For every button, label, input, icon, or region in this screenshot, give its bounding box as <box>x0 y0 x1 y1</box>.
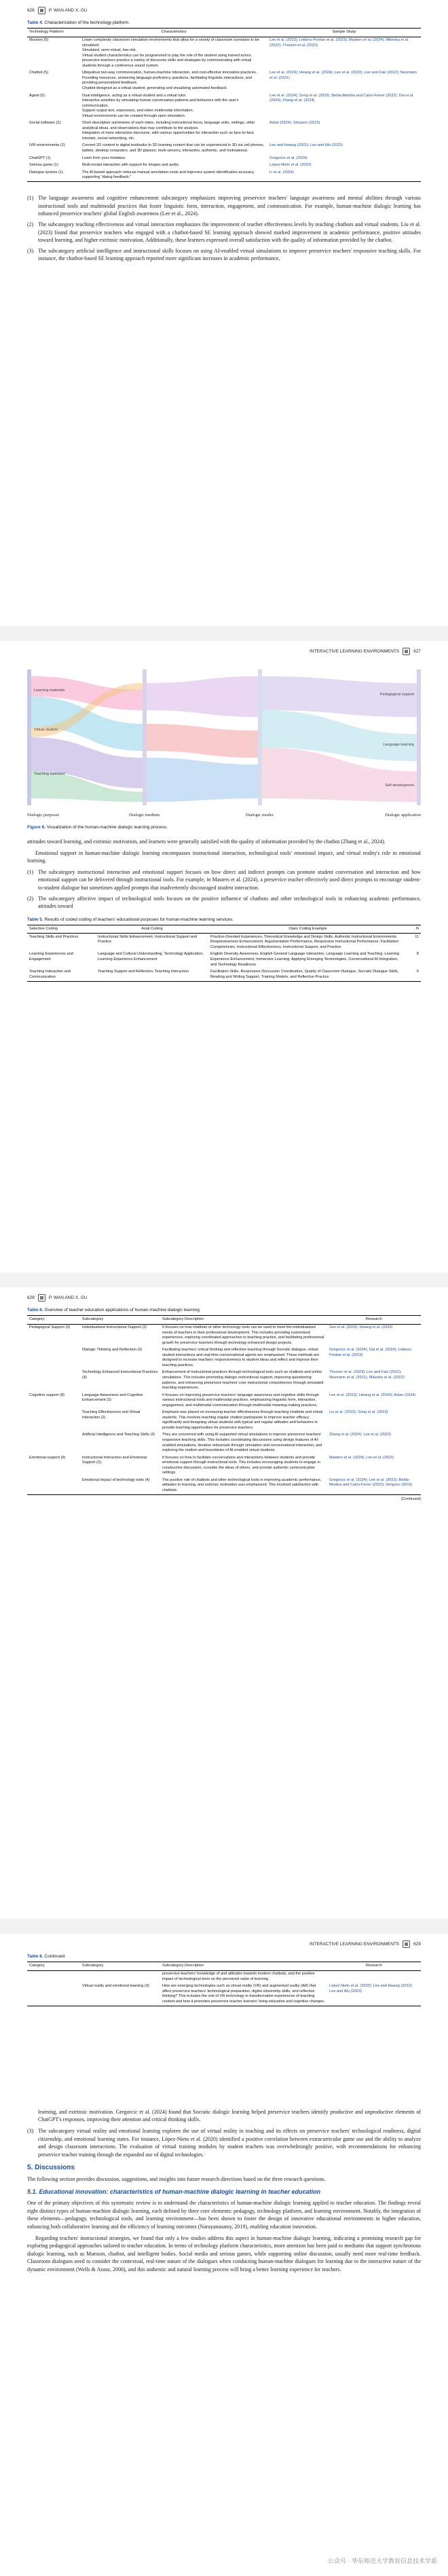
research-cell: Gregorcic et al. (2024); Dai et al. (2024); Leiberu-Ponbar et al. (2023) <box>329 1348 413 1357</box>
table-caption: Table 6. Overview of teacher education applications of human-machine dialogic learning. <box>27 1308 201 1312</box>
page-gap <box>0 1272 448 1287</box>
list-item <box>27 247 421 263</box>
description-cell: The positive role of chatbots and other technological tools in improving academic performance, attitudes to learning, and extrinsic motivation was emphasized. This involved satisfaction with chatbots. <box>160 1477 327 1494</box>
category-cell <box>27 1410 80 1432</box>
table-row <box>27 951 421 969</box>
page-627 <box>0 641 448 1272</box>
journal-name: INTERACTIVE LEARNING ENVIRONMENTS <box>309 1941 400 1947</box>
paragraph: Regarding teachers' instructional strategies, we found that only a few studies address this aspect in human-machine dialogic learning, indicating a promising research gap for exploring pedagogical approaches tailored to teacher education. In terms of technology platform characteristics, more attention has been paid to mediums that support synchronous dialogic learning, such as Mursion, chatbot, and intelligent bodies. Social media and serious games, while supporting online discussion, usually need more real-time feedback. Classroom dialogues need to consider the contextual, real-time nature of the dialogues when conducting human-machine dialogues for learning due to the interactive nature of the dynamic environment (Wells & Arauz, 2006), and this authentic and natural learning process will bring a better learning experience for teachers. <box>27 2234 421 2273</box>
list-number: (2) <box>27 221 34 227</box>
sankey-left-label: Virtual student <box>34 728 58 732</box>
category-cell <box>27 1477 80 1494</box>
category-cell: Cognitive support (8) <box>29 1393 64 1397</box>
subcategory-cell: Emotional impact of technology tools (4) <box>80 1477 160 1494</box>
column-header: Selective Coding <box>27 925 96 934</box>
subcategory-cell: Individualized Instructional Support (2) <box>82 1325 147 1330</box>
research-cell <box>327 1970 421 1983</box>
journal-logo-icon <box>403 1940 410 1948</box>
sankey-right-label: Self-development <box>385 784 414 788</box>
table-row <box>27 1477 421 1494</box>
characteristics-cell: Ubiquitous two-way communication, human-machine interaction, and cost-effective innovative practices. Providing resources, answering language proficiency questions, facilitating linguistic interactions, and providing personalized feedback. Chatbot designed as a virtual student, generating and visualizing automated feedback. <box>82 71 257 90</box>
sankey-right-label: Language learning <box>383 743 414 747</box>
journal-logo-icon <box>38 1294 45 1302</box>
column-header: Subcategory <box>80 1316 160 1325</box>
open-coding-cell: Facilitation Skills, Responsive Discussion Coordination, Quality of Classroom Dialogue, Socratic Dialogue Skills, Reading and Writing Support, Training Models, and Reflective Practice <box>208 969 407 982</box>
axis-label: Dialogic modes <box>246 813 274 817</box>
characteristics-cell: Convert 2D content in digital textbooks to 3D learning content that can be experienced in 3D via cell phones, tablets, desktop computers, and 3D glasses; multi-sensory, interactive, authentic, and motivational. <box>82 143 265 153</box>
page-number: 626 <box>27 7 35 13</box>
table-row <box>27 1410 421 1432</box>
description-cell: It focuses on improving preservice teachers' language awareness and cognitive skills through various instructional tools and multimodal practices, emphasizing linguistic form, interaction, engagement, and multimodal communication through multimodal meaning-making practices. <box>162 1393 319 1407</box>
sankey-left-label: Learning materials <box>34 688 65 693</box>
table-row <box>27 162 421 170</box>
list-item <box>27 895 421 910</box>
table-row <box>27 1347 421 1369</box>
list-number: (1) <box>27 195 34 202</box>
study-cell: Lee et al. (2023); Leiberu-Ponbar et al. (2023); Masters et al. (2024); Mikeska et al. (2022); Thorsen et al. (2023) <box>269 38 409 48</box>
list-number: (1) <box>27 868 34 875</box>
research-cell: Liu et al. (2023); Song et al. (2023) <box>329 1410 388 1415</box>
subcategory-cell: Technology Enhanced Instructional Practices (4) <box>82 1370 158 1380</box>
subcategory-cell <box>80 1970 160 1983</box>
table-caption: Table 6. Continued. <box>27 1954 66 1959</box>
axial-coding-cell: Language and Cultural Understanding, Technology Application, Learning Experience Enhancement <box>98 952 204 961</box>
table-row <box>27 169 421 182</box>
characteristics-cell: Short descriptive summaries of each video, including instructional focus, language units, settings, other analytical ideas, and observations that may contribute to the analysis. Integration of more interactive discourse, with various opportunities for interaction such as face-to-face tutorials, social networking, etc. <box>82 121 255 141</box>
paragraph: Emotional support in human-machine dialogic learning encompasses instructional interaction, technological tools' emotional impact, and virtual reality's role in emotional learning. <box>27 849 421 864</box>
list-text: The language awareness and cognitive enhancement subcategory emphasizes improving preservice teachers' language awareness and mental abilities through various instructional tools and multimodal practices that foster linguistic form, interaction, engagement, and communication. For example, human-machine dialogic learning has enhanced preservice teachers' global English awareness (Lee et al., 2024). <box>38 195 421 217</box>
axis-label: Dialogic purposes <box>27 813 60 817</box>
category-cell: Emotional support (9) <box>29 1455 66 1460</box>
selective-coding-cell: Learning Experiences and Engagement <box>29 952 73 961</box>
table-row <box>27 37 421 70</box>
study-cell: López-Nieto et al. (2020) <box>269 163 312 168</box>
characteristics-cell: Lower complexity classroom simulation environments that allow for a variety of classroom scenarios to be simulated. Simulated, semi-virtual, low-risk. Virtual student characteristics can be programmed to play the role of the student using trained actors. preservice teachers practice a variety of discourse skills and strategies by communicating with virtual students through a conference sound system. <box>82 38 259 68</box>
study-cell: Lee et al. (2024); Song et al. (2023); Belda-Medina and Calvo-Ferrer (2022); Dai et al. (2024); Zhang et al. (2024) <box>269 93 414 103</box>
category-cell <box>27 1347 80 1369</box>
platform-cell: ChatGPT (1) <box>29 155 51 160</box>
table-row <box>27 1970 421 1983</box>
characteristics-cell: Dual intelligence, acting as a virtual student and a virtual tutor. Interactive activities by simulating human conversation patterns and behaviors with the user's communication. Support output text, expression, and video multimodal information. Virtual environments can be created through open simulation. <box>82 93 239 118</box>
axial-coding-cell: Teaching Support and Reflection, Teaching Interaction <box>96 969 208 982</box>
continued-note: (Continued) <box>400 1496 421 1501</box>
page-gap <box>0 1919 448 1934</box>
applications-table <box>27 1315 421 1495</box>
description-cell: Facilitating teachers' critical thinking and reflective teaching through Socratic dialogue, virtual student interactions and real-time conversational agents are emphasized. These methods are designed to increase teachers' responsiveness to student ideas and reflect and improve their teaching practices. <box>162 1348 320 1367</box>
platform-cell: Dialogue system (1) <box>27 169 80 182</box>
table-row <box>27 1369 421 1392</box>
subcategory-cell: Language Awareness and Cognitive Enhancement (3) <box>82 1393 143 1403</box>
description-cell: Enhancement of instructional practices through technological tools such as chatbots and online simulations. This includes promoting dialogic instructional support, improving questioning patterns, and enhancing preservice teachers' core instructional competencies through simulated teaching experiences. <box>162 1370 324 1391</box>
list-number: (3) <box>27 247 34 254</box>
characteristics-cell: Learn from your mistakes. <box>82 155 126 160</box>
platform-cell: Social software (2) <box>29 121 61 126</box>
column-header: Research <box>327 1316 421 1325</box>
characteristics-cell: The AI-based approach reduces manual annotation costs and improves system identification accuracy, supporting "dialog feedback." <box>80 169 267 182</box>
table-row <box>27 1983 421 2006</box>
column-header: Sample Study <box>267 29 421 37</box>
table-row <box>27 934 421 951</box>
subcategory-cell: Virtual reality and emotional learning (3) <box>80 1983 160 2006</box>
running-authors: P. WAN AND X. GU <box>48 7 88 13</box>
description-cell: It focuses on how chatbots or other technology tools can be used to meet the individualized needs of teachers in their professional development. This includes providing customized experiences, exploring coordinated approaches to teaching practice, and facilitating professional growth for preservice teachers through technology-enhanced design projects. <box>162 1325 324 1345</box>
flow-band <box>147 758 258 802</box>
count-cell: 11 <box>415 934 419 939</box>
description-cell: Emphasis was placed on increasing teacher effectiveness through teaching chatbots and virtual students. This involves teaching regular chatbot participants to improve teacher efficacy significantly and designing virtual students with typical and regular attitudes and behaviors to provide teaching opportunities for preservice teachers. <box>162 1410 323 1430</box>
list-text: The subcategory teaching effectiveness and virtual interaction emphasizes the improvement of teacher effectiveness levels by teaching chatbots and virtual students. Liu et al. (2023) found that preservice teachers who engaged with a chatbot-based SE learning approach showed marked improvement in academic performance, positive attitudes toward learning, and higher extrinsic motivation. Additionally, these learners expressed overall satisfaction with the quality of information provided by the chatbot. <box>38 221 421 244</box>
running-authors: P. WAN AND X. GU <box>48 1295 88 1300</box>
table-row <box>27 143 421 155</box>
research-cell: López-Nieto et al. (2020); Lee and Hwang (2022); Lee and Wu (2023) <box>327 1983 421 2006</box>
column-header: N <box>407 925 421 934</box>
column-header: Axial Coding <box>96 925 208 934</box>
page-number: 629 <box>413 1941 421 1947</box>
page-number: 627 <box>413 648 421 654</box>
research-cell: Zhang et al. (2024); Lee et al. (2023) <box>329 1433 392 1437</box>
application-node-bar <box>417 669 421 805</box>
paragraph: One of the primary objectives of this systematic review is to understand the characteristics of human-machine dialogic learning applied to teacher education. The findings reveal eight distinct types of human-machine dialogic learning, each defined by three core elements: pedagogy, technology platform, and learning environment. Notably, the integration of these elements—pedagogy, technological tools, and learning environment—has been shown to foster the design of innovative educational environments in higher education, enhancing both collaborative learning and the efficiency of learning outcomes (Narayanasamy, 2019), enabling education innovation. <box>27 2200 421 2230</box>
flow-band <box>147 676 258 717</box>
platform-cell: Mursion (5) <box>29 38 49 43</box>
list-item <box>27 194 421 218</box>
page-gap <box>0 626 448 641</box>
table-caption: Table 4. Characterization of the technology platform. <box>27 20 130 25</box>
open-coding-cell: Practice-Oriented Experiences, Theoretical Knowledge and Design Skills, Authentic Instructional Environments, Responsiveness Enhancement, Argumentation Performance, Responsive Instructional Performance, Facilitation Competencies, Instructional Effectiveness, Instructional Support, and Practice <box>210 934 399 949</box>
study-cell: Gregorcic et al. (2024) <box>269 155 307 160</box>
column-header: Subcategory Description <box>160 1316 327 1325</box>
column-header: Technology Platform <box>27 29 80 37</box>
paragraph: attitudes toward learning, and extrinsic motivation, and learners were generally satisfied with the quality of information provided by the chatbot (Zhang et al., 2024). <box>27 839 386 845</box>
axis-label: Dialogic application <box>385 813 421 817</box>
axis-label: Dialogic medium <box>129 813 160 817</box>
table-row <box>27 120 421 143</box>
modes-node-bar <box>258 669 262 805</box>
open-coding-cell: English Diversity Awareness, English General Language Interaction, Language Learning and Teaching, Learning Experience Enhancement, Immersive Learning, Applying Emerging Technologies, Conversational AI Integration, and Technology Readiness <box>210 952 400 967</box>
sankey-right-label: Pedagogical support <box>379 693 414 697</box>
list-item: (3) The subcategory virtual reality and emotional learning explores the use of virtual reality in teaching and its effects on preservice teachers' technological readiness, digital citizenship, and emotional learning states. For instance, López-Nieto et al. (2020) identified a positive correlation between extracurricular game use and the ability to analyze and design classroom interactions. The evaluation of virtual training modules by student teachers was overwhelmingly positive, with recommendations for enhancing preservice teacher training through the expanded use of digital technologies. <box>27 2128 421 2158</box>
research-cell: Masters et al. (2024); Lee et al. (2023) <box>329 1455 394 1460</box>
selective-coding-cell: Teaching Interaction and Communication <box>27 969 96 982</box>
coding-table <box>27 925 421 982</box>
subcategory-cell: Instructional Interaction and Emotional Support (2) <box>82 1455 147 1465</box>
numbered-list <box>27 2127 421 2158</box>
section-heading: 5. Discussions <box>27 2164 75 2172</box>
running-header <box>27 1293 421 1302</box>
platform-cell: Seimou game (1) <box>29 163 58 168</box>
list-item <box>27 868 421 892</box>
platform-cell: Chatbot (5) <box>29 71 48 75</box>
journal-logo-icon <box>403 648 410 655</box>
selective-coding-cell: Teaching Skills and Practices <box>29 934 79 939</box>
platform-cell: Agent (5) <box>29 93 45 98</box>
table-row <box>27 70 421 92</box>
running-header <box>27 646 421 656</box>
numbered-list <box>27 868 421 910</box>
description-cell: How are emerging technologies such as virtual reality (VR) and augmented reality (AR) that affect preservice teachers' technological preparation, digital citizenship skills, and reflective thinking? This includes the role of VR technology in transformative experiences of teaching content and how it promotes preservice teacher learners' living education and cognitive changes. <box>160 1983 327 2006</box>
purposes-node-bar <box>27 669 31 805</box>
column-header: Open Coding Example <box>208 925 407 934</box>
study-cell: Lee et al. (2024); Hwang et al. (2024); Lee et al. (2023); Lee and Faiz (2022); Neumann et al. (2021) <box>269 71 417 80</box>
characteristics-cell: Multi-modal interaction with support for images and audio. <box>82 163 180 168</box>
count-cell: 6 <box>407 969 421 982</box>
page-626 <box>0 0 448 626</box>
list-text: The subcategory instructional interaction and emotional support focuses on how direct and indirect prompts can promote student conversation and interaction and how emotional support can be delivered through instructional tools. For example, in Masters et al. (2024), a preservice teacher effectively used direct prompts to encourage student-to-student dialogue but sometimes applied prompts that inadvertently discouraged student interaction. <box>38 868 421 891</box>
study-cell: Lee and Hwang (2022); Lee and Wu (2023) <box>269 143 343 148</box>
paragraph: The following section provides discussion, suggestions, and insights into future research directions based on the three research questions. <box>27 2176 326 2183</box>
medium-node-bar <box>143 669 147 805</box>
running-header <box>27 5 421 15</box>
list-item <box>27 221 421 244</box>
watermark: 公众号 · 华东师范大学教育信息技术学系 <box>328 2558 437 2564</box>
flow-band <box>262 676 417 717</box>
table-caption: Table 5. Results of coded coding of teachers' educational purposes for human-machine learning services. <box>27 917 234 922</box>
page-number: 628 <box>27 1295 35 1300</box>
column-header: Characteristics <box>80 29 267 37</box>
description-cell: They are concerned with using AI-supported virtual simulations to improve preservice teachers' responsive teaching skills. This includes coordinating discussions using design features of AI-enabled simulations, iterative rehearsals through simulation and conversational interaction, and exploring the realism and boundaries of AI-enabled virtual students. <box>162 1433 322 1453</box>
page-629 <box>0 1934 448 2576</box>
table-row <box>27 969 421 982</box>
column-header: Research <box>327 1962 421 1971</box>
description-cell: It focuses on how to facilitate conversations and interactions between students and provide emotional support through instructional tools. This includes encouraging students to engage in constructive discussion, consider the ideas of others, and provide authentic communication settings. <box>162 1455 320 1475</box>
table-row <box>27 1324 421 1347</box>
category-cell <box>27 1970 80 1983</box>
list-text: The subcategory artificial intelligence and instructional skills focuses on using AI-enabled virtual simulations to improve preservice teachers' responsive teaching skills. For instance, the chatbot-based SE learning approach reported more significant increases in academic performance, <box>38 247 421 262</box>
column-header: Subcategory <box>80 1962 160 1971</box>
category-cell <box>27 1369 80 1392</box>
subcategory-cell: Teaching Effectiveness and Virtual Interaction (2) <box>82 1410 141 1420</box>
list-text: The subcategory affective impact of technological tools focuses on the positive influence of chatbots and other technological tools in enhancing academic performance, attitudes toward <box>38 895 421 910</box>
table-row <box>27 1392 421 1410</box>
sankey-figure <box>27 663 421 819</box>
axial-coding-cell: Instructional Skills Enhancement, Instructional Support and Practice <box>98 934 198 944</box>
subsection-heading: 5.1. Educational innovation: characteristics of human-machine dialogic learning in teacher education <box>27 2188 321 2195</box>
table-row <box>27 1432 421 1454</box>
characterization-table <box>27 28 421 182</box>
flow-band <box>147 724 258 758</box>
journal-logo-icon <box>38 7 45 14</box>
subcategory-cell: Artificial Intelligence and Teaching Skills (3) <box>82 1433 155 1437</box>
research-cell: Thorsen et al. (2023); Lee and Faiz (2022); Neumann et al. (2021); Mikeska et al. (2022) <box>329 1370 405 1380</box>
list-number: (2) <box>27 895 34 902</box>
table-row <box>27 1454 421 1477</box>
paragraph: learning, and extrinsic motivation. Gregorcic et al. (2024) found that Socratic dialogic learning helped preservice teachers identify productive and unproductive elements of ChatGPT's responses, improving their attention and critical thinking skills. <box>38 2108 421 2123</box>
table-row <box>27 92 421 120</box>
column-header: Category <box>27 1316 80 1325</box>
research-cell: Lee et al. (2023); Hwang et al. (2024); Aslan (2024) <box>329 1393 416 1397</box>
running-header <box>27 1939 421 1949</box>
count-cell: 8 <box>416 952 419 957</box>
sankey-left-label: Teaching assistant <box>34 772 65 776</box>
platform-cell: IVR environments (2) <box>29 143 65 148</box>
category-cell <box>27 1983 80 2006</box>
column-header: Subcategory Description <box>160 1962 327 1971</box>
figure-caption: Figure 6. Visualization of the human-machine dialogic learning process. <box>27 825 168 830</box>
research-cell: Seo et al. (2024); Hwang et al. (2024) <box>329 1325 393 1330</box>
research-cell: Gregorcic et al. (2024); Lee et al. (2023); Belda-Medina and Calvo-Ferrer (2022); Simpson (2015) <box>327 1477 421 1494</box>
study-cell: Aslan (2024); Simpson (2015) <box>269 121 320 126</box>
description-cell: preservice teachers' knowledge of and attitudes towards modern chatbots, and the positive impact of technological tools on the perceived value of learning. <box>162 1972 315 1981</box>
category-cell: Pedagogical Support (9) <box>29 1325 71 1330</box>
numbered-list <box>27 194 421 263</box>
study-cell: Li et al. (2024) <box>267 169 421 182</box>
category-cell <box>27 1432 80 1454</box>
journal-name: INTERACTIVE LEARNING ENVIRONMENTS <box>309 648 400 654</box>
column-header: Category <box>27 1962 80 1971</box>
table-row <box>27 155 421 162</box>
page-628 <box>0 1287 448 1919</box>
applications-table-continued <box>27 1962 421 2006</box>
subcategory-cell: Dialogic Thinking and Reflection (3) <box>82 1348 143 1353</box>
